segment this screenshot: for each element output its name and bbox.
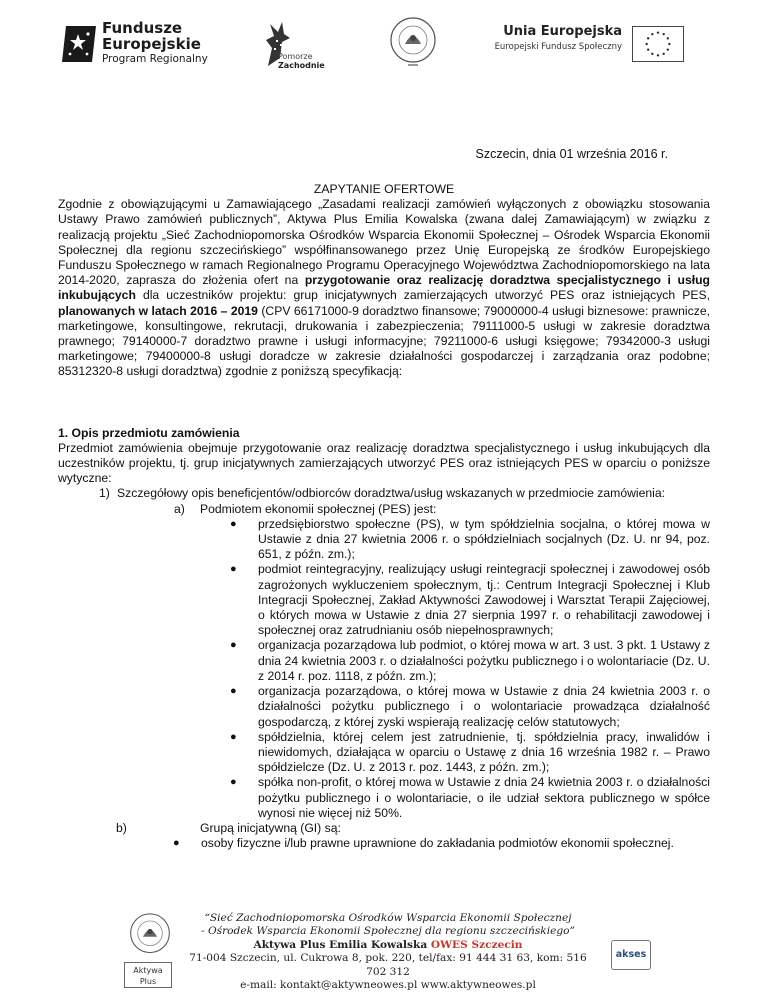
- section1-intro: Przedmiot zamówienia obejmuje przygotowanie oraz realizację doradztwa specjalistycznego i usług inkubujących dla uczestników projektu, tj. grup inicjatywnych zamierzających utworzyć PES oraz istniejących PES w oparciu o poniższe wytyczne:: [58, 440, 710, 486]
- bullet-text: spółka non-profit, o której mowa w Ustawie z dnia 24 kwietnia 2003 r. o działalności pożytku publicznego i o wolontariacie, o ile udział sektora publicznego w spółce wynosi nie więcej niż 50%.: [258, 775, 710, 820]
- document-title: ZAPYTANIE OFERTOWE: [313, 182, 455, 196]
- bullet-text: spółdzielnia, której celem jest zatrudnienie, tj. spółdzielnia pracy, inwalidów i niewidomych, działająca w oparciu o Ustawę z dnia 16 września 1982 r. – Prawo spółdzielcze (Dz. U. z 2013 r. poz. 1443, z późn. zm.);: [258, 729, 710, 775]
- list-item-1: [99, 486, 710, 501]
- fe-logo-line3: Program Regionalny: [102, 53, 208, 65]
- footer-org-text: Aktywa Plus Emilia Kowalska: [253, 938, 431, 951]
- list-item-1-number: 1): [99, 486, 110, 501]
- pomorze-logo-line2: Zachodnie: [278, 61, 325, 70]
- section1-heading: 1. Opis przedmiotu zamówienia: [58, 425, 240, 440]
- pomorze-logo-line1: Pomorze: [278, 52, 313, 61]
- sub-item-b-letter: b): [116, 820, 127, 835]
- bullet-text: podmiot reintegracyjny, realizujący usługi reintegracji społecznej i zawodowej osób zagrożonych wykluczeniem społecznym, tj.: Centrum Integracji Społecznej i Klub Integracji Społecznej, Zakład Aktywności Zawodowej i Warsztat Terapii Zajęciowej, o których mowa w Ustawie z dnia 27 sierpnia 1997 r. o rehabilitacji zawodowej i społecznej oraz zatrudnianiu osób niepełnosprawnych;: [258, 562, 710, 638]
- ue-logo-line1: Unia Europejska: [503, 24, 622, 39]
- intro-text-2: dla uczestników projektu: grup inicjatywnych zamierzających utworzyć PES oraz istniejących PES,: [135, 288, 710, 303]
- list-item-1-text: Szczegółowy opis beneficjentów/odbiorców doradztwa/usług wskazanych w przedmiocie zamówienia:: [117, 486, 666, 501]
- bullet-item: [230, 684, 710, 730]
- sub-item-a: [174, 502, 710, 517]
- footer-org-name: [178, 939, 598, 952]
- intro-paragraph: [58, 197, 710, 379]
- intro-bold-2: planowanych w latach 2016 – 2019: [58, 303, 258, 318]
- bullet-icon: ●: [173, 837, 180, 850]
- owes-seal-icon: [128, 910, 172, 960]
- page-footer: [0, 906, 768, 994]
- bullet-item: [230, 729, 710, 776]
- bullet-item: [230, 562, 710, 638]
- footer-project-line1: “Sieć Zachodniopomorska Ośrodków Wsparcia Ekonomii Społecznej: [204, 912, 572, 924]
- ue-logo-line2: Europejski Fundusz Społeczny: [494, 42, 622, 52]
- bullet-icon: ●: [230, 517, 237, 530]
- page-header: [0, 0, 768, 80]
- footer-text: [178, 912, 598, 992]
- bullet-icon: ●: [230, 685, 237, 698]
- fe-star-icon: [62, 24, 98, 64]
- bullet-item: [230, 516, 710, 563]
- intro-text-1: Zgodnie z obowiązującymi u Zamawiającego „Zasadami realizacji zamówień wyłączonych z obowiązku stosowania Ustawy Prawo zamówień publicznych”, Aktywa Plus Emilia Kowalska (zwana dalej Zamawiającym) w związku z realizacją projektu „Sieć Zachodniopomorska Ośrodków Wsparcia Ekonomii Społecznej – Ośrodek Wsparcia Ekonomii Społecznej dla regionu szczecińskiego” współfinansowanego przez Unię Europejską ze środków Europejskiego Funduszu Społecznego w ramach Regionalnego Programu Operacyjnego Województwa Zachodniopomorskiego na lata 2014-2020, zaprasza do złożenia ofert na: [58, 197, 710, 288]
- bullet-icon: ●: [230, 776, 237, 789]
- fe-logo-line2: Europejskie: [102, 35, 201, 53]
- bullet-text: organizacja pozarządowa lub podmiot, o której mowa w art. 3 ust. 3 pkt. 1 Ustawy z dnia 24 kwietnia 2003 r. o działalności pożytku publicznego i o wolontariacie (Dz. U. z 2014 r. poz. 1118, z późn. zm.);: [258, 638, 710, 683]
- bullet-icon: ●: [230, 730, 237, 743]
- bullet-item: [173, 836, 710, 851]
- fundusze-europejskie-logo: [62, 20, 222, 68]
- intro-text-3: (CPV 66171000-9 doradztwo finansowe; 79000000-4 usługi biznesowe: prawnicze, marketingowe, konsultingowe, rekrutacji, drukowania i zabezpieczenia; 79111000-5 usługi w zakresie doradztwa prawnego; 79140000-7 doradztwo prawne i usługi informacyjne; 79211000-6 usługi księgowe; 79342000-3 usługi marketingowe; 79400000-8 usługi doradcze w zakresie działalności gospodarczej i zarządzania oraz podobne; 85312320-8 usługi doradztwa) zgodnie z poniższą specyfikacją:: [58, 303, 710, 379]
- fe-logo-line1: Fundusze: [102, 19, 183, 37]
- sub-item-b-text: Grupą inicjatywną (GI) są:: [200, 820, 341, 835]
- footer-contact: e-mail: kontakt@aktywneowes.pl www.aktywneowes.pl: [240, 979, 536, 992]
- footer-project-line2: - Ośrodek Wsparcia Ekonomii Społecznej dla regionu szczecińskiego”: [201, 925, 575, 938]
- bullet-text: przedsiębiorstwo społeczne (PS), w tym spółdzielnia socjalna, o której mowa w Ustawie z dnia 27 kwietnia 2006 r. o spółdzielniach socjalnych (Dz. U. nr 94, poz. 651, z późn. zm.);: [258, 516, 710, 562]
- bullet-item: [230, 775, 710, 821]
- intro-bold-1: przygotowanie oraz realizację doradztwa specjalistycznego i usług inkubujących: [58, 273, 711, 303]
- pomorze-zachodnie-logo: [262, 18, 325, 74]
- document-date: Szczecin, dnia 01 września 2016 r.: [475, 147, 668, 161]
- bullet-icon: ●: [230, 639, 237, 652]
- footer-address: 71-004 Szczecin, ul. Cukrowa 8, pok. 220, tel/fax: 91 444 31 63, kom: 516 702 312: [189, 952, 587, 978]
- eu-flag-icon: [632, 26, 684, 62]
- bullet-text: osoby fizyczne i/lub prawne uprawnione do zakładania podmiotów ekonomii społecznej.: [201, 836, 674, 851]
- sub-item-a-text: Podmiotem ekonomii społecznej (PES) jest:: [200, 501, 437, 516]
- akses-logo: akses: [611, 940, 651, 970]
- bullet-text: organizacja pozarządowa, o której mowa w Ustawie z dnia 24 kwietnia 2003 r. o działalności pożytku publicznego i o wolontariacie prowadząca działalność gospodarczą, z której zyski wspierają realizację celów statutowych;: [258, 684, 710, 729]
- footer-owes-text: OWES Szczecin: [430, 938, 523, 951]
- sub-item-b: [116, 821, 710, 836]
- bullet-icon: ●: [230, 563, 237, 576]
- owes-seal-icon: [388, 14, 438, 70]
- document-body: [58, 182, 710, 851]
- bullet-item: [230, 638, 710, 684]
- aktywa-plus-logo: Aktywa Plus: [124, 962, 172, 988]
- ue-logo-text: [486, 24, 622, 52]
- sub-item-a-letter: a): [174, 501, 185, 516]
